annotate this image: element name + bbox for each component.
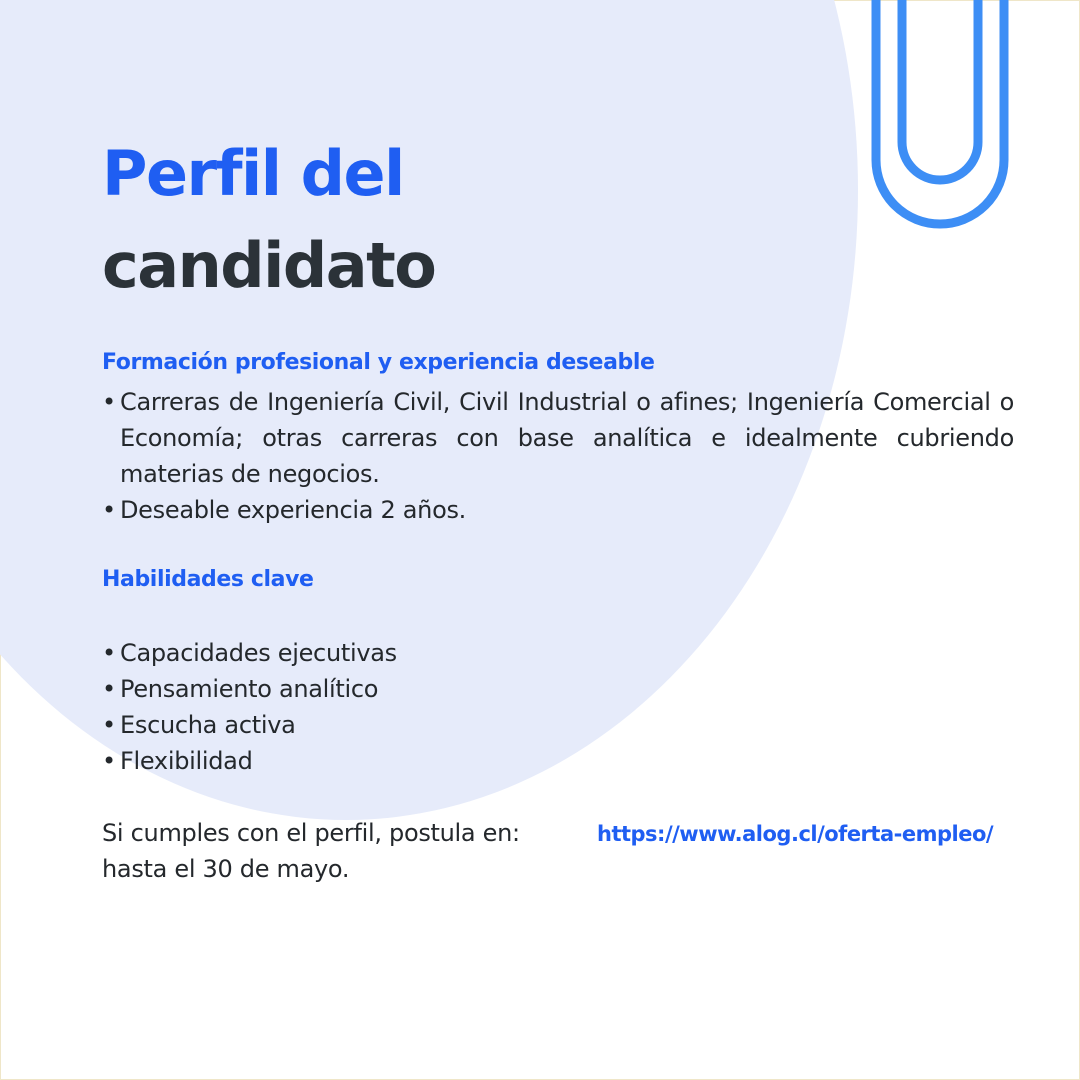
job-offer-link[interactable]: https://www.alog.cl/oferta-empleo/: [597, 822, 994, 846]
list-item: • Carreras de Ingeniería Civil, Civil Industrial o afines; Ingeniería Comercial o Economía; otras carreras con base analítica e idealmente cubriendo materias de negocios.: [102, 384, 1014, 492]
section-heading-formacion: Formación profesional y experiencia deseable: [102, 350, 655, 375]
paperclip-icon: [866, 0, 1016, 240]
habilidades-list: [102, 635, 702, 779]
application-deadline: hasta el 30 de mayo.: [102, 855, 350, 883]
formacion-list: [102, 384, 1014, 528]
application-note: [102, 815, 520, 887]
list-item: • Capacidades ejecutivas: [102, 635, 702, 671]
list-item: • Escucha activa: [102, 707, 702, 743]
list-item: • Deseable experiencia 2 años.: [102, 492, 1014, 528]
title-line-2: candidato: [102, 229, 436, 302]
list-item: • Flexibilidad: [102, 743, 702, 779]
page-title: [102, 128, 435, 312]
section-heading-habilidades: Habilidades clave: [102, 567, 314, 592]
application-note-line-1: Si cumples con el perfil, postula en:: [102, 819, 520, 847]
title-line-1: Perfil del: [102, 137, 404, 210]
list-item: • Pensamiento analítico: [102, 671, 702, 707]
